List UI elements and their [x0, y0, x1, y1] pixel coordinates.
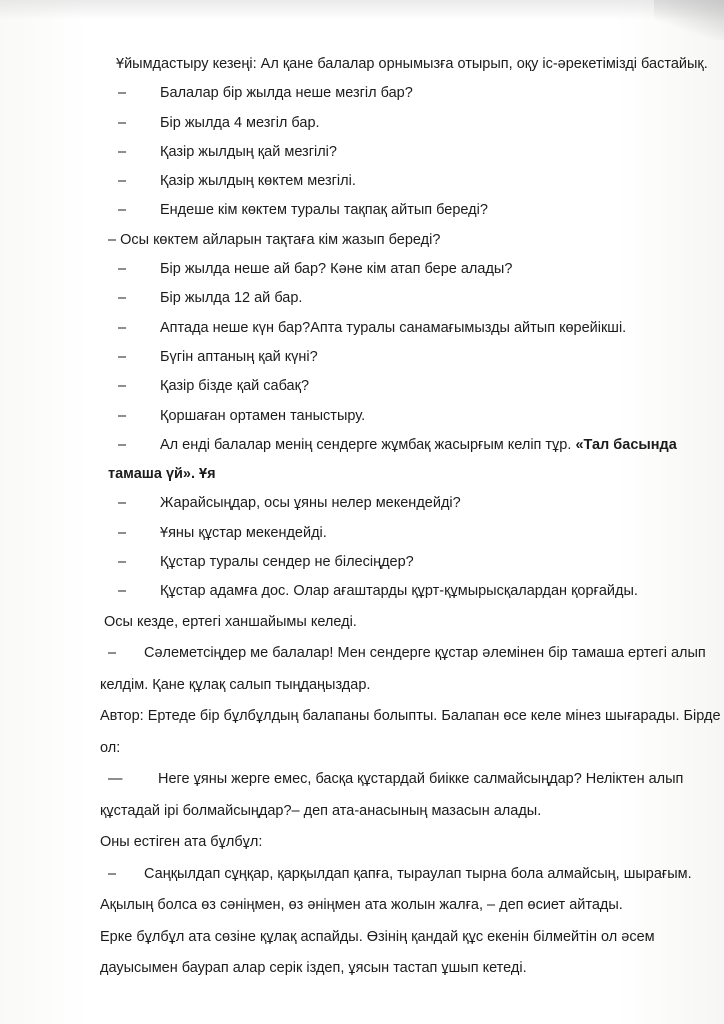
dash-marker: –	[118, 583, 127, 600]
line-text: Бір жылда 12 ай бар.	[160, 290, 303, 307]
line-text: Құстар туралы сендер не білесіңдер?	[160, 554, 414, 571]
line-text: Қоршаған ортамен таныстыру.	[160, 407, 366, 424]
text-line	[100, 50, 708, 79]
text-line	[100, 372, 700, 401]
text-line	[100, 431, 700, 460]
dash-marker: –	[118, 554, 127, 571]
dash-marker: –	[118, 85, 127, 102]
line-text: Балалар бір жылда неше мезгіл бар?	[160, 85, 413, 102]
line-text: Бір жылда 4 мезгіл бар.	[160, 114, 320, 131]
text-line	[100, 519, 700, 548]
text-line	[100, 764, 700, 796]
line-text: Осы кезде, ертегі ханшайымы келеді.	[104, 613, 357, 630]
text-line	[100, 577, 700, 606]
riddle-bold-text: «Тал басында	[575, 436, 677, 453]
line-text: Бүгін аптаның қай күні?	[160, 348, 318, 365]
dash-marker: –	[118, 290, 127, 307]
line-text: дауысымен баурап алар серік іздеп, ұясын тастап ұшып кетеді.	[100, 960, 527, 977]
dash-marker: –	[118, 436, 127, 453]
text-line	[100, 733, 700, 765]
line-text: Бір жылда неше ай бар? Кәне кім атап бере алады?	[160, 261, 513, 278]
text-line	[100, 167, 700, 196]
dash-marker: –	[118, 319, 127, 336]
text-line	[100, 953, 700, 985]
text-line	[100, 284, 700, 313]
dash-marker: –	[118, 143, 127, 160]
line-text: Саңқылдап сұңқар, қарқылдап қапға, тыраулап тырна бола алмайсың, шырағым.	[144, 865, 692, 882]
scan-corner-shadow	[654, 0, 724, 40]
line-text: Жарайсыңдар, осы ұяны нелер мекендейді?	[160, 495, 461, 512]
line-text: Ақылың болса өз сәніңмен, өз әніңмен ата жолын жалға, – деп өсиет айтады.	[100, 897, 623, 914]
dash-marker: –	[118, 524, 127, 541]
dash-marker: —	[108, 771, 123, 788]
line-text: тамаша үй». Ұя	[108, 466, 216, 483]
line-text: құстадай ірі болмайсыңдар?– деп ата-анасының мазасын алады.	[100, 802, 542, 819]
text-line	[100, 196, 700, 225]
line-text: Қазір жылдың көктем мезгілі.	[160, 173, 356, 190]
line-text: Ал енді балалар менің сендерге жұмбақ жасырғым келіп тұр. «Тал басында	[160, 436, 677, 453]
line-text: Ерке бұлбұл ата сөзіне құлақ аспайды. Өзінің қандай құс екенін білмейтін ол әсем	[100, 928, 655, 945]
line-text: келдім. Қане құлақ салып тыңдаңыздар.	[100, 676, 371, 693]
dash-marker: –	[118, 378, 127, 395]
line-text: Ендеше кім көктем туралы тақпақ айтып береді?	[160, 202, 488, 219]
dash-marker: –	[118, 495, 127, 512]
line-text: Неге ұяны жерге емес, басқа құстардай биікке салмайсыңдар? Неліктен алып	[158, 771, 684, 788]
line-text: Ұяны құстар мекендейді.	[160, 524, 327, 541]
dash-marker: –	[118, 173, 127, 190]
text-line	[100, 607, 700, 639]
text-line	[100, 402, 700, 431]
line-text: Оны естіген ата бұлбұл:	[100, 834, 263, 851]
line-text: Аптада неше күн бар?Апта туралы санамағымызды айтып көрейікші.	[160, 319, 627, 336]
text-line	[100, 548, 700, 577]
text-line	[100, 226, 700, 255]
dash-marker: –	[118, 114, 127, 131]
text-line	[100, 79, 700, 108]
line-text: Қазір бізде қай сабақ?	[160, 378, 310, 395]
text-line	[100, 138, 700, 167]
text-line	[100, 255, 700, 284]
text-line	[100, 343, 700, 372]
text-line	[100, 890, 700, 922]
line-text: Автор: Ертеде бір бұлбұлдың балапаны болыпты. Балапан өсе келе мінез шығарады. Бірде	[100, 708, 721, 725]
text-line	[100, 314, 700, 343]
dash-marker: –	[118, 202, 127, 219]
text-line	[100, 859, 700, 891]
line-text: Құстар адамға дос. Олар ағаштарды құрт-құмырысқалардан қорғайды.	[160, 583, 638, 600]
dash-marker: –	[108, 865, 117, 882]
dash-marker: –	[108, 645, 117, 662]
scan-shadow	[0, 0, 724, 20]
line-text: Қазір жылдың қай мезгілі?	[160, 143, 337, 160]
text-line	[100, 670, 700, 702]
text-line	[100, 109, 700, 138]
dash-marker: –	[118, 261, 127, 278]
line-text: Ұйымдастыру кезеңі: Ал қане балалар орнымызға отырып, оқу іс-әрекетімізді бастайық.	[116, 56, 708, 72]
text-line	[100, 796, 700, 828]
line-text: Сәлеметсіңдер ме балалар! Мен сендерге құстар әлемінен бір тамаша ертегі алып	[144, 645, 706, 662]
text-line	[100, 922, 700, 954]
text-line	[100, 827, 700, 859]
text-line	[100, 460, 700, 489]
text-line	[100, 638, 706, 670]
document-body	[100, 50, 721, 985]
line-text: – Осы көктем айларын тақтаға кім жазып береді?	[108, 231, 441, 248]
text-line	[100, 489, 700, 518]
line-text: ол:	[100, 739, 121, 756]
dash-marker: –	[118, 348, 127, 365]
text-line	[100, 701, 721, 733]
dash-marker: –	[118, 407, 127, 424]
